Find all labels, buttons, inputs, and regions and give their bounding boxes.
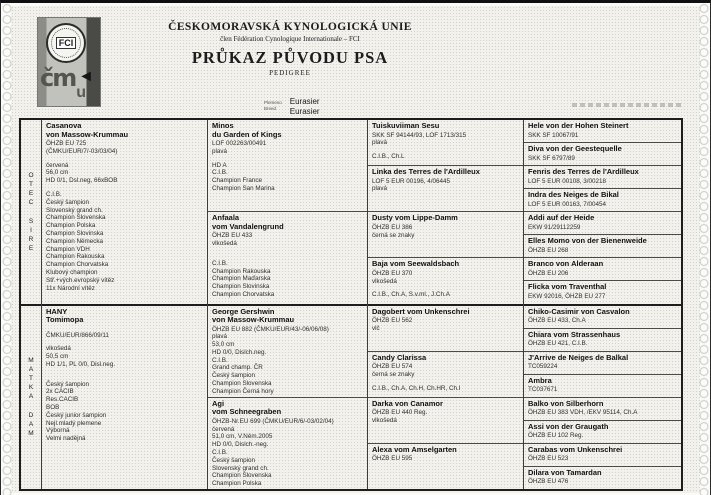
dog-name: Assi von der Graugath <box>528 421 609 431</box>
cmku-u-letter: u <box>76 84 86 101</box>
dog-detail-line: 2x CACIB <box>46 388 74 396</box>
cmku-cm-letters: čm <box>40 66 76 92</box>
dog-name: Carabas vom Unkenschrei <box>528 444 623 454</box>
dog-detail-line: červená <box>212 425 235 433</box>
dog-name: Chiko-Casimir von Casvalon <box>528 306 630 316</box>
dog-detail-line: ÖHZB EU 421, C.I.B. <box>528 340 588 348</box>
dog-detail-line: Res.CACIB <box>46 396 79 404</box>
dog-name: Flicka vom Traventhal <box>528 282 607 292</box>
pedigree-cell <box>42 120 207 306</box>
dog-detail-line: 50,5 cm <box>46 353 69 361</box>
dog-name: J'Arrive de Neiges de Balkal <box>528 352 629 362</box>
cmku-mark <box>40 66 96 104</box>
pedigree-cell <box>368 398 523 444</box>
dog-detail-line: ÖHZB EU 882 (ČMKU/EUR/43/-06/06/08) <box>212 325 329 333</box>
pedigree-cell <box>524 375 681 398</box>
dog-detail-line: Český šampion <box>212 456 256 464</box>
dog-detail-line: vlkošedá <box>372 277 397 285</box>
cmku-arrow-icon: ◄ <box>78 68 94 85</box>
dog-detail-line: ÖHZB EU 574 <box>372 363 413 371</box>
dog-detail-line: ÖHZB EU 595 <box>372 455 413 463</box>
generation-parents <box>42 120 208 489</box>
dog-detail-line: Grand champ. ČR <box>212 364 263 372</box>
dog-name: Candy Clarissa <box>372 352 427 362</box>
dog-detail-line: Champion Rakouska <box>212 267 271 275</box>
dog-detail-line: HD 0/0, Dislch.neg. <box>212 348 267 356</box>
pedigree-cell <box>524 189 681 212</box>
dog-detail-line: Český šampion <box>212 372 256 380</box>
dog-name: Balko von Silberhorn <box>528 398 604 408</box>
breed-value-line2: Eurasier <box>289 106 320 116</box>
dog-detail-line: Champion VDH <box>46 245 90 253</box>
dog-detail-line: ÖHZB EU 523 <box>528 455 569 463</box>
dog-detail-line: Champion Slovinska <box>46 229 104 237</box>
pedigree-cell <box>524 235 681 258</box>
dog-detail-line: ÖHZB EU 268 <box>528 246 569 254</box>
document-subtitle: PEDIGREE <box>269 69 311 77</box>
dog-detail-line: ÖHZB EU 440 Reg. <box>372 409 428 417</box>
dog-detail-line: HD 0/0, Dislch.-neg. <box>212 441 269 449</box>
sire-sidebar <box>21 120 41 306</box>
organization-name: ČESKOMORAVSKÁ KYNOLOGICKÁ UNIE <box>168 21 412 33</box>
dog-detail-line: Champion Slovinska <box>212 283 270 291</box>
dog-name: Anfaala vom Vandalengrund <box>212 213 284 231</box>
pedigree-cell <box>524 212 681 235</box>
dog-detail-line: Slovenský grand ch. <box>46 206 103 214</box>
pedigree-cell <box>368 352 523 398</box>
dog-detail-line: ÖHZB EU 370 <box>372 269 413 277</box>
pedigree-cell <box>524 329 681 352</box>
cmku-fci-logo <box>37 17 101 107</box>
dog-detail-line: vlkošedá <box>372 417 397 425</box>
dog-detail-line: Český junior šampion <box>46 411 107 419</box>
dog-detail-line: ÖHZB EU 383 VDH, /EKV 95114, Ch.A <box>528 409 638 417</box>
dog-detail-line: LOF 5 EUR 00163, 7/00454 <box>528 200 607 208</box>
pedigree-cell <box>524 120 681 143</box>
pedigree-cell <box>208 212 367 305</box>
dog-name: Dagobert vom Unkenschrei <box>372 306 470 316</box>
pedigree-cell <box>368 212 523 258</box>
breed-labels <box>264 97 282 116</box>
pedigree-cell <box>368 120 523 166</box>
dog-detail-line: LOF 5 EUR 00196, 4/06445 <box>372 177 451 185</box>
dog-detail-line: plavá <box>212 147 228 155</box>
dog-detail-line: ÖHZB EU 433 <box>212 232 253 240</box>
dog-detail-line: Champion Chorvatska <box>212 291 275 299</box>
pedigree-cell <box>208 398 367 489</box>
dog-detail-line: Slovenský grand ch. <box>212 464 269 472</box>
breed-label-cs: Plemeno <box>264 100 282 105</box>
dog-detail-line: vlkošedá <box>46 345 71 353</box>
dog-detail-line: SKK SF 6797/89 <box>528 154 575 162</box>
pedigree-cell <box>208 306 367 398</box>
dog-detail-line: ÖHZB EU 386 <box>372 223 413 231</box>
dog-detail-line: SKK SF 10067/91 <box>528 131 579 139</box>
dog-detail-line: vlkošedá <box>212 240 237 248</box>
pedigree-cell <box>524 281 681 305</box>
dog-detail-line: ÖHZB EU 102 Reg. <box>528 432 584 440</box>
dog-name: Chiara vom Strassenhaus <box>528 329 621 339</box>
pedigree-cell <box>524 467 681 489</box>
dog-detail-line: 51,0 cm, V.Něm.2005 <box>212 433 273 441</box>
pedigree-cell <box>524 421 681 444</box>
dog-name: Fenris des Terres de l'Ardilleux <box>528 167 639 177</box>
dog-detail-line: ÖHZB EU 562 <box>372 317 413 324</box>
dog-detail-line: C.I.B., Ch.L <box>372 153 405 161</box>
dog-name: Agi vom Schneegraben <box>212 398 282 417</box>
dog-detail-line: EKW 91/29112259 <box>528 223 581 231</box>
dog-name: Indra des Neiges de Bikal <box>528 190 619 200</box>
dog-detail-line: Champion Německa <box>46 237 104 245</box>
dog-detail-line: ÖHZB-Nr.EU 699 (ČMKU/EUR/6/-03/02/04) <box>212 417 334 425</box>
dog-detail-line: BOB <box>46 404 60 412</box>
pedigree-cell <box>524 166 681 189</box>
right-perforation-edge <box>698 3 710 495</box>
dog-detail-line: 11x Národní vítěz <box>46 284 95 292</box>
pedigree-cell <box>368 258 523 305</box>
dog-detail-line: HD A <box>212 161 227 169</box>
pedigree-cell <box>524 352 681 375</box>
dog-name: Dilara von Tamardan <box>528 467 602 477</box>
dog-detail-line: EKW 92016, ÖHZB EU 277 <box>528 292 606 300</box>
dog-detail-line: Champion Rakouska <box>46 253 105 261</box>
dog-detail-line: C.I.B. <box>212 259 228 267</box>
dog-detail-line: ÖHZB EU 725 <box>46 140 87 147</box>
dog-detail-line: 53,0 cm <box>212 341 235 349</box>
pedigree-cell <box>524 444 681 467</box>
dog-detail-line: Champion France <box>212 177 263 185</box>
dog-name: Diva von der Geestequelle <box>528 144 622 154</box>
dog-detail-line: SKK SF 94144/93, LOF 1713/315 <box>372 131 467 139</box>
fci-label: FCI <box>56 37 77 49</box>
dog-detail-line: TC037671 <box>528 386 558 394</box>
dog-detail-line: Výborná <box>46 427 70 435</box>
dog-name: Addi auf der Heide <box>528 213 595 223</box>
parent-role-sidebar <box>21 120 42 489</box>
dog-detail-line: C.I.B., Ch.A, S.v.ml., J.Ch.A <box>372 291 450 299</box>
fci-emblem-ring <box>51 28 81 58</box>
dog-detail-line: černá se znaky <box>372 370 415 378</box>
document-title: PRŮKAZ PŮVODU PSA <box>191 48 389 67</box>
dog-name: Tuiskuviiman Sesu <box>372 121 440 130</box>
dog-detail-line: černá se znaky <box>372 231 415 239</box>
dog-name: Darka von Canamor <box>372 398 443 408</box>
pedigree-cell <box>524 258 681 281</box>
pedigree-cell <box>368 306 523 352</box>
fci-emblem-icon <box>46 23 86 63</box>
dog-name: George Gershwin von Massow-Krummau <box>212 306 295 324</box>
dog-detail-line: C.I.B. <box>212 448 228 456</box>
dog-detail-line: plavá <box>212 333 228 341</box>
dog-name: Baja vom Seewaldsbach <box>372 259 460 269</box>
dog-detail-line: ČMKU/EUR/866/09/11 <box>46 331 109 339</box>
dog-detail-line: LOF 5 EUR 00108, 3/00218 <box>528 177 607 185</box>
pedigree-cell <box>368 166 523 212</box>
generation-grandparents <box>208 120 368 489</box>
dog-detail-line: Champion Slovenska <box>212 472 272 480</box>
dog-detail-line: Stř.+vých.evropský vítěz <box>46 276 115 284</box>
generation-great-great-grandparents <box>524 120 681 489</box>
dog-detail-line: LOF 002263/00491 <box>212 140 267 147</box>
dog-detail-line: Velmi nadějná <box>46 435 86 443</box>
dog-name: Dusty vom Lippe-Damm <box>372 213 458 223</box>
breed-value-line1: Eurasier <box>289 97 320 106</box>
dog-detail-line: Champion Polska <box>212 480 262 488</box>
dog-detail-line: 56,0 cm <box>46 169 69 177</box>
dog-detail-line: Klubový champion <box>46 268 98 276</box>
dog-detail-line: C.I.B. <box>212 169 228 177</box>
dog-detail-line: Champion Černá hory <box>212 387 274 395</box>
left-perforation-edge <box>1 3 13 495</box>
pedigree-table <box>19 118 683 491</box>
pedigree-cell <box>524 306 681 329</box>
dog-detail-line: HD 1/1, PL 0/0, Disl.neg. <box>46 360 116 368</box>
pedigree-cell <box>42 306 207 490</box>
dog-detail-line: C.I.B. <box>46 190 62 198</box>
sire-label-en: S I R E <box>28 217 34 252</box>
dog-name: Ambra <box>528 375 552 385</box>
dog-detail-line: Champion Maďarska <box>212 275 271 283</box>
pedigree-cell <box>524 143 681 166</box>
dog-detail-line: Champion Polska <box>46 222 96 230</box>
dam-label-cs: M A T K A <box>28 357 34 401</box>
breed-values <box>290 97 320 116</box>
dog-detail-line: (ČMKU/EUR/7/-03/03/04) <box>46 147 118 155</box>
organization-subtitle: člen Fédération Cynologique Internationale – FCI <box>220 35 360 43</box>
dog-detail-line: červená <box>46 161 69 169</box>
dog-name: Minos du Garden of Kings <box>212 121 282 139</box>
dog-detail-line: Champion Slovenska <box>46 214 106 222</box>
dog-detail-line: C.I.B., Ch.A, Ch.H, Ch.HR, Ch.I <box>372 384 461 392</box>
dog-name: HANY Tomimopa <box>46 306 84 324</box>
sire-label-cs: O T E C <box>28 171 34 206</box>
generation-great-grandparents <box>368 120 524 489</box>
faint-print-artifact <box>572 103 684 107</box>
dog-name: Casanova von Massow-Krummau <box>46 121 129 139</box>
dog-detail-line: plavá <box>372 139 388 147</box>
dog-detail-line: Champion San Marina <box>212 184 275 192</box>
dam-label-en: D A M <box>28 412 34 438</box>
pedigree-cell <box>368 444 523 489</box>
dog-detail-line: vlč <box>372 324 380 332</box>
breed-block <box>264 97 320 116</box>
breed-label-en: Breed <box>264 106 277 111</box>
dog-detail-line: C.I.B. <box>212 356 228 364</box>
dog-detail-line: ÖHZB EU 433, Ch.A <box>528 317 586 324</box>
dog-detail-line: plavá <box>372 185 388 193</box>
dog-detail-line: HD 0/1, Dsl.neg, 66xBOB <box>46 177 118 185</box>
dog-detail-line: TC059224 <box>528 363 558 371</box>
dog-detail-line: Champion Chorvatska <box>46 261 109 269</box>
dog-detail-line: Nejl.mladý plemene <box>46 419 102 427</box>
dog-name: Alexa vom Amselgarten <box>372 444 457 454</box>
dog-detail-line: Champion Slovenska <box>212 380 272 388</box>
document-header <box>19 11 702 115</box>
pedigree-cell <box>524 398 681 421</box>
dam-sidebar <box>21 306 41 490</box>
pedigree-cell <box>208 120 367 212</box>
dog-detail-line: ÖHZB EU 206 <box>528 269 569 277</box>
dog-name: Elles Momo von der Bienenweide <box>528 236 647 246</box>
dog-detail-line: Český šampion <box>46 380 90 388</box>
header-titles <box>114 21 466 77</box>
dog-name: Hele von der Hohen Steinert <box>528 121 629 130</box>
dog-detail-line: Český šampion <box>46 198 90 206</box>
dog-name: Linka des Terres de l'Ardilleux <box>372 167 480 177</box>
dog-detail-line: ÖHZB EU 476 <box>528 478 569 486</box>
dog-name: Branco von Alderaan <box>528 259 604 269</box>
